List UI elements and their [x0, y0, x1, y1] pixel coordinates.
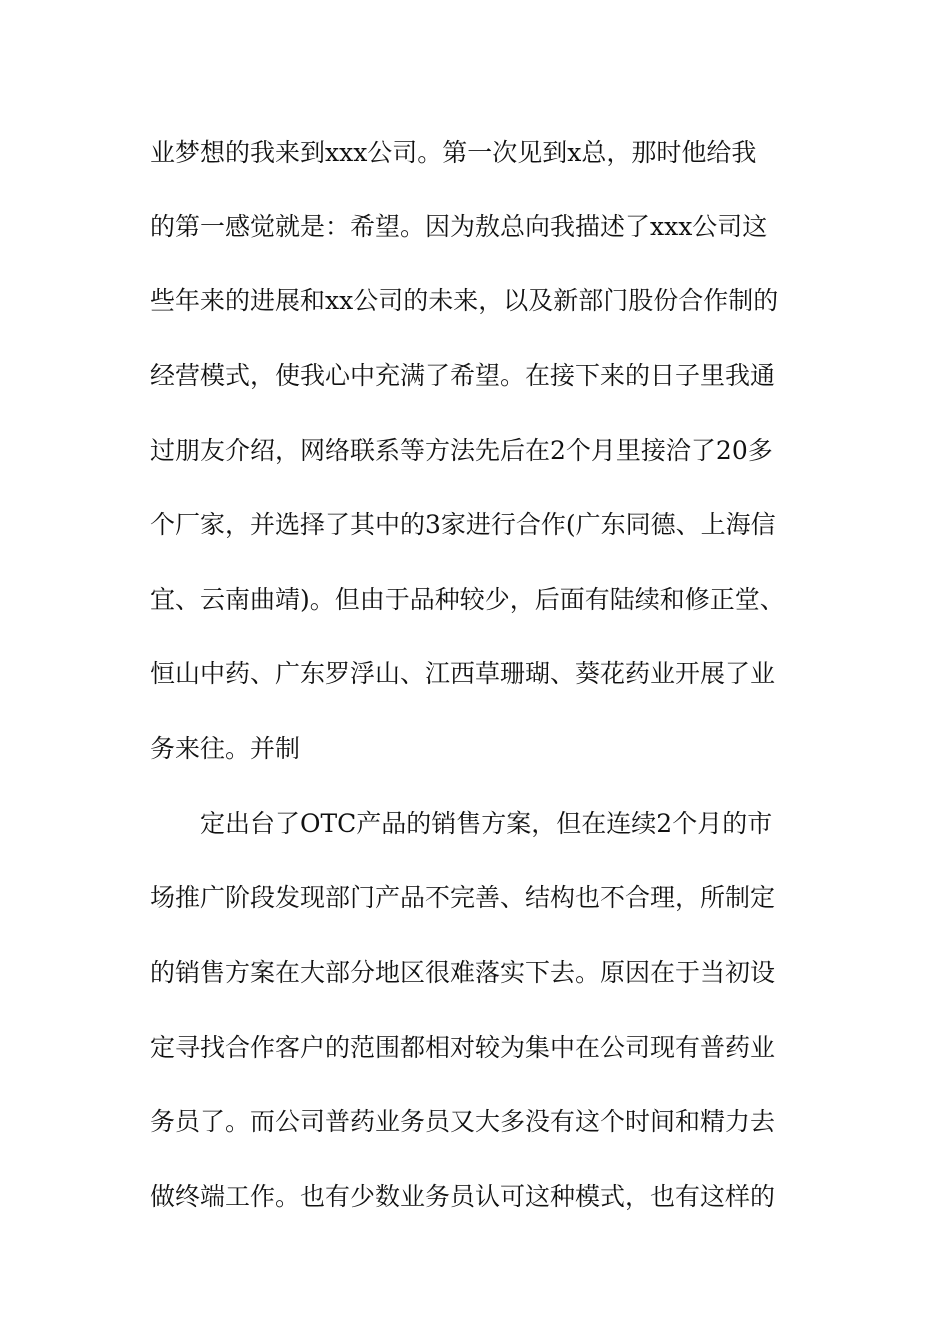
paragraph-1-line-9: 务来往。并制 — [150, 734, 301, 763]
paragraph-1-line-2: 的第一感觉就是：希望。因为敖总向我描述了xxx公司这 — [150, 212, 768, 241]
paragraph-1-line-1: 业梦想的我来到xxx公司。第一次见到x总，那时他给我 — [150, 138, 757, 167]
paragraph-1-line-5: 过朋友介绍，网络联系等方法先后在2个月里接洽了20多 — [150, 436, 773, 465]
paragraph-2-line-4: 定寻找合作客户的范围都相对较为集中在公司现有普药业 — [150, 1033, 776, 1062]
paragraph-2-line-3: 的销售方案在大部分地区很难落实下去。原因在于当初设 — [150, 958, 776, 987]
paragraph-2-line-5: 务员了。而公司普药业务员又大多没有这个时间和精力去 — [150, 1107, 776, 1136]
paragraph-2-line-2: 场推广阶段发现部门产品不完善、结构也不合理，所制定 — [150, 883, 776, 912]
paragraph-2-line-6: 做终端工作。也有少数业务员认可这种模式，也有这样的 — [150, 1182, 776, 1211]
paragraph-1-line-8: 恒山中药、广东罗浮山、江西草珊瑚、葵花药业开展了业 — [150, 659, 776, 688]
paragraph-1-line-4: 经营模式，使我心中充满了希望。在接下来的日子里我通 — [150, 361, 776, 390]
paragraph-1-line-6: 个厂家，并选择了其中的3家进行合作(广东同德、上海信 — [150, 510, 776, 539]
paragraph-1-line-7: 宜、云南曲靖)。但由于品种较少，后面有陆续和修正堂、 — [150, 585, 785, 614]
paragraph-1-line-3: 些年来的进展和xx公司的未来，以及新部门股份合作制的 — [150, 286, 779, 315]
paragraph-2-line-1: 定出台了OTC产品的销售方案，但在连续2个月的市 — [200, 809, 773, 838]
